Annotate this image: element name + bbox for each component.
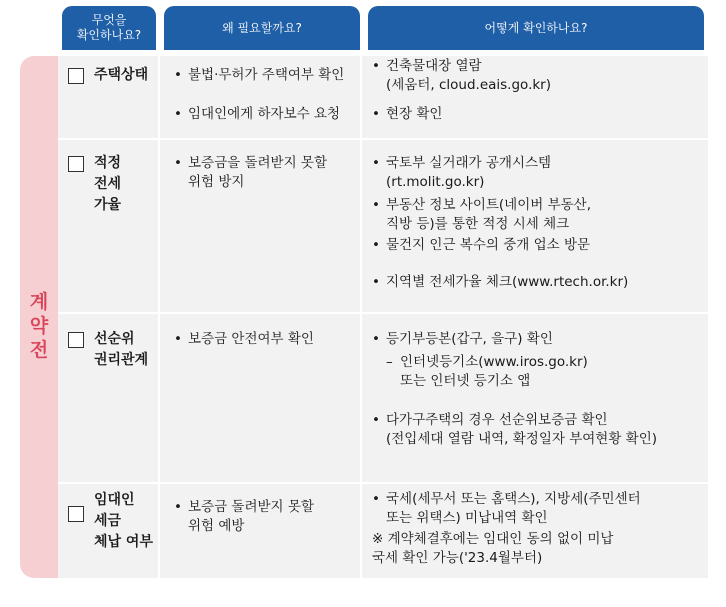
checkbox-tax-arrears[interactable] <box>68 506 84 522</box>
how-bullet: • 부동산 정보 사이트(네이버 부동산, 직방 등)를 통한 적정 시세 체크 <box>372 196 708 234</box>
checkbox-house-condition[interactable] <box>68 68 84 84</box>
why-bullet: • 불법·무허가 주택여부 확인 <box>174 66 376 85</box>
how-bullet: • 국토부 실거래가 공개시스템 (rt.molit.go.kr) <box>372 154 708 192</box>
how-bullet: • 현장 확인 <box>372 105 708 124</box>
row-divider <box>58 138 708 140</box>
row-divider <box>58 312 708 314</box>
how-bullet: • 등기부등본(갑구, 을구) 확인 <box>372 330 708 349</box>
why-bullet: • 임대인에게 하자보수 요청 <box>174 105 376 124</box>
how-sub-item: – 인터넷등기소(www.iros.go.kr) 또는 인터넷 등기소 앱 <box>372 353 708 391</box>
why-bullet: • 보증금 안전여부 확인 <box>174 330 376 349</box>
checkbox-senior-rights[interactable] <box>68 332 84 348</box>
header-why: 왜 필요할까요? <box>164 6 360 50</box>
how-bullet: • 다가구주택의 경우 선순위보증금 확인 (전입세대 열람 내역, 확정일자 부여현황 확인) <box>372 411 708 449</box>
how-bullet: • 국세(세무서 또는 홈택스), 지방세(주민센터 또는 위택스) 미납내역 확인 <box>372 490 708 528</box>
item-label: 주택상태 <box>94 67 149 83</box>
row-divider <box>58 482 708 484</box>
why-bullet: • 보증금을 돌려받지 못할 위험 방지 <box>174 154 376 192</box>
why-bullet: • 보증금 돌려받지 못할 위험 예방 <box>174 498 376 536</box>
how-bullet: • 지역별 전세가율 체크(www.rtech.or.kr) <box>372 273 708 292</box>
side-band <box>20 56 58 578</box>
item-label: 임대인 세금 체납 여부 <box>94 492 153 550</box>
how-bullet: • 건축물대장 열람 (세움터, cloud.eais.go.kr) <box>372 57 708 95</box>
how-bullet: • 물건지 인근 복수의 중개 업소 방문 <box>372 236 708 255</box>
item-label: 적정 전세 가율 <box>94 155 122 213</box>
side-label-before-contract: 계 약 전 <box>29 291 49 361</box>
header-what: 무엇을 확인하나요? <box>62 6 156 50</box>
column-divider <box>158 56 160 578</box>
header-how: 어떻게 확인하나요? <box>368 6 704 50</box>
checkbox-jeonse-ratio[interactable] <box>68 156 84 172</box>
how-note: ※ 계약체결후에는 임대인 동의 없이 미납 국세 확인 가능('23.4월부터) <box>372 531 614 566</box>
item-label: 선순위 권리관계 <box>94 331 149 368</box>
